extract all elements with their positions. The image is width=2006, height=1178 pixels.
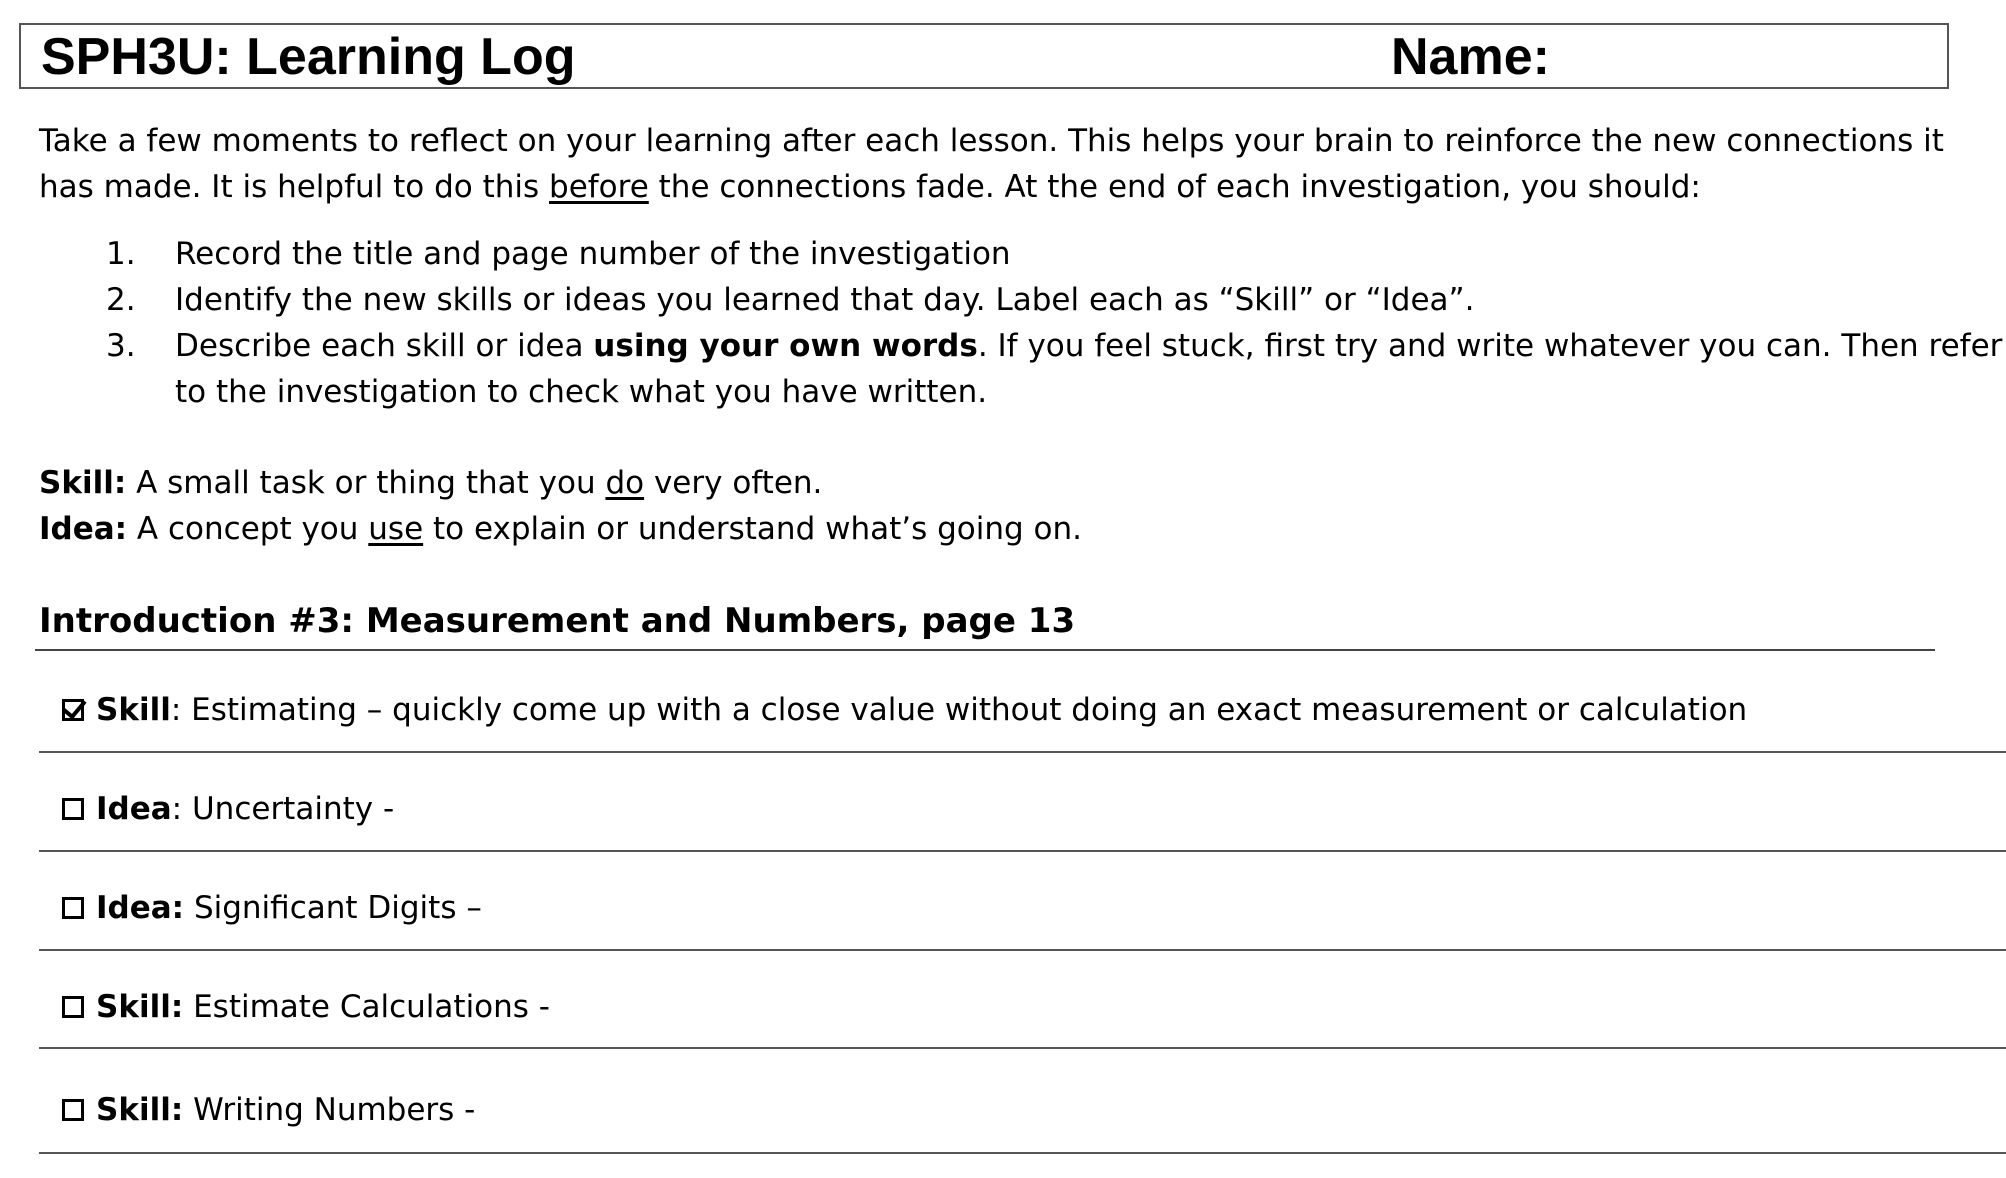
log-item-text: Estimating – quickly come up with a close value without doing an exact measurement or calculation bbox=[191, 692, 1748, 728]
header-box bbox=[19, 23, 1949, 89]
step-text-before: Describe each skill or idea bbox=[175, 328, 594, 364]
answer-line bbox=[39, 949, 2006, 951]
skill-def-before: A small task or thing that you bbox=[126, 465, 606, 501]
log-item-separator bbox=[183, 989, 193, 1025]
skill-term: Skill: bbox=[39, 465, 127, 501]
log-item-text: Estimate Calculations - bbox=[193, 989, 550, 1025]
instruction-step-continuation bbox=[0, 369, 2006, 415]
idea-def-after: to explain or understand what’s going on. bbox=[423, 511, 1083, 547]
intro-paragraph bbox=[39, 118, 1959, 210]
checkbox-icon[interactable] bbox=[62, 1099, 84, 1121]
idea-def-emphasis: use bbox=[368, 511, 424, 547]
idea-def-before: A concept you bbox=[127, 511, 369, 547]
page-title: SPH3U: Learning Log bbox=[41, 28, 576, 86]
log-item bbox=[62, 1087, 475, 1133]
step-number: 2. bbox=[106, 282, 136, 318]
definitions bbox=[39, 460, 1082, 552]
step-text: Record the title and page number of the investigation bbox=[175, 236, 1011, 272]
log-item-separator: : bbox=[170, 692, 192, 728]
log-item bbox=[62, 984, 550, 1030]
checkbox-icon[interactable] bbox=[62, 996, 84, 1018]
log-item-separator bbox=[184, 890, 194, 926]
log-item-kind: Skill: bbox=[96, 1092, 184, 1128]
step-text-continuation: to the investigation to check what you have written. bbox=[175, 374, 988, 410]
log-item-kind: Skill: bbox=[96, 989, 184, 1025]
log-item-kind: Skill bbox=[96, 692, 171, 728]
name-label: Name: bbox=[1391, 28, 1550, 86]
checkbox-icon[interactable] bbox=[62, 798, 84, 820]
log-item bbox=[62, 687, 1747, 733]
instruction-step bbox=[0, 277, 2006, 323]
log-item-text: Uncertainty - bbox=[191, 791, 395, 827]
intro-line-2 bbox=[39, 164, 1959, 210]
log-item-text: Writing Numbers - bbox=[193, 1092, 476, 1128]
instruction-step bbox=[0, 231, 2006, 277]
answer-line bbox=[39, 751, 2006, 753]
checked-checkbox-icon[interactable] bbox=[62, 699, 84, 721]
instruction-step bbox=[0, 323, 2006, 369]
answer-line bbox=[39, 1152, 2006, 1154]
log-item-separator: : bbox=[171, 791, 192, 827]
log-item bbox=[62, 786, 394, 832]
section-title: Introduction #3: Measurement and Numbers, page 13 bbox=[39, 601, 1076, 641]
section-divider bbox=[35, 649, 1935, 651]
step-text bbox=[175, 323, 2002, 369]
skill-def-emphasis: do bbox=[605, 465, 645, 501]
step-number: 1. bbox=[106, 236, 136, 272]
intro-emphasis-before: before bbox=[549, 169, 649, 205]
idea-definition bbox=[39, 506, 1082, 552]
answer-line bbox=[39, 850, 2006, 852]
log-item-separator bbox=[183, 1092, 193, 1128]
intro-line-2-before: has made. It is helpful to do this bbox=[39, 169, 550, 205]
log-item-kind: Idea bbox=[96, 791, 172, 827]
step-text-bold: using your own words bbox=[593, 328, 978, 364]
skill-def-after: very often. bbox=[644, 465, 823, 501]
answer-line bbox=[39, 1047, 2006, 1049]
instruction-list bbox=[0, 231, 2006, 415]
intro-line-1: Take a few moments to reflect on your learning after each lesson. This helps your brain to reinforce the new connections it bbox=[39, 123, 1944, 159]
log-item bbox=[62, 885, 482, 931]
idea-term: Idea: bbox=[39, 511, 128, 547]
log-item-text: Significant Digits – bbox=[193, 890, 482, 926]
skill-definition bbox=[39, 460, 1082, 506]
log-item-kind: Idea: bbox=[96, 890, 185, 926]
step-number: 3. bbox=[106, 328, 136, 364]
checkbox-icon[interactable] bbox=[62, 897, 84, 919]
step-text-after: . If you feel stuck, first try and write whatever you can. Then refer bbox=[977, 328, 2003, 364]
intro-line-2-after: the connections fade. At the end of each investigation, you should: bbox=[648, 169, 1701, 205]
step-text: Identify the new skills or ideas you learned that day. Label each as “Skill” or “Idea”. bbox=[175, 282, 1475, 318]
